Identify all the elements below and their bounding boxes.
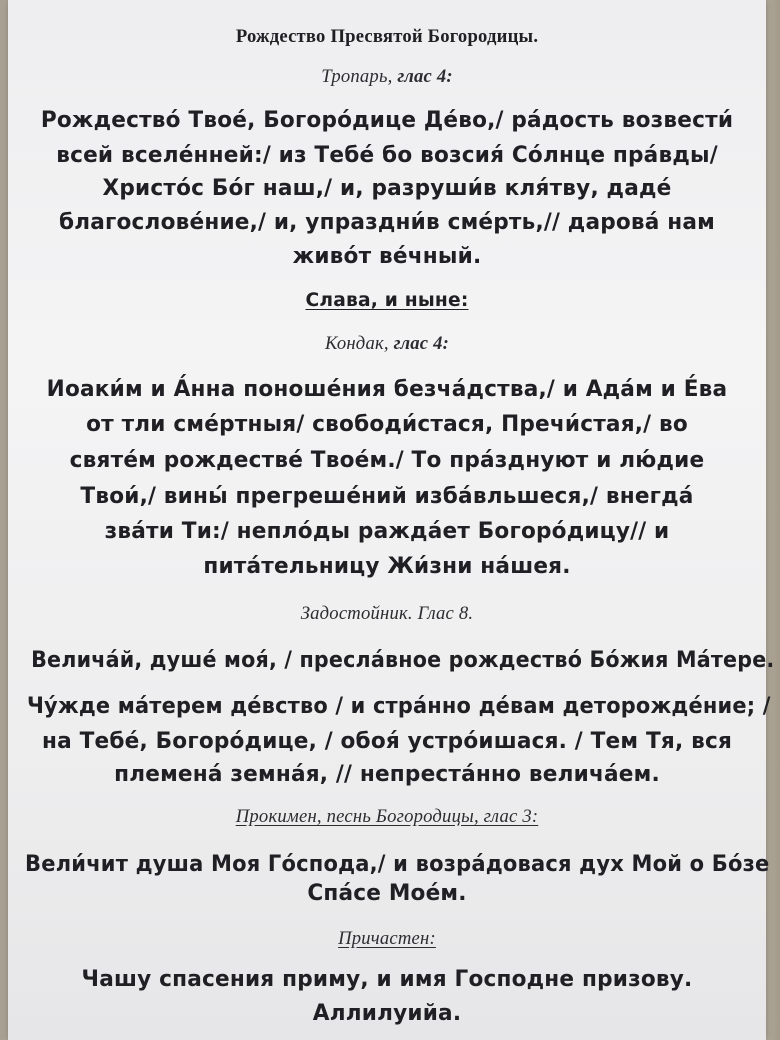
communion-line: Чашу спасения приму, и имя Господне призову. [81,967,693,992]
zadostoinik-line: племена́ земна́я, // непреста́нно велича́ем. [114,762,660,787]
kontakion-line: Твои́,/ вины́ прегреше́ний изба́вльшеся,/ внегда́ [80,484,694,509]
troparion-line: Христо́с Бо́г наш,/ и, разруши́в кля́тву, даде́ [102,176,672,201]
document-title: Рождество Пресвятой Богородицы. [235,26,539,47]
kontakion-line: пита́тельницу Жи́зни на́шея. [203,554,571,579]
troparion-heading: Тропарь, глас 4: [321,66,453,87]
zadostoinik-refrain: Велича́й, душе́ моя́, / пресла́вное рождество́ Бо́жия Ма́тере. [31,648,775,673]
troparion-line: благослове́ние,/ и, упраздни́в сме́рть,// дарова́ нам [58,210,716,235]
kontakion-line: святе́м рождестве́ Твое́м./ То пра́зднуют и лю́дие [69,448,705,473]
kontakion-line: зва́ти Ти:/ непло́ды ражда́ет Богоро́дицу// и [104,519,670,544]
kontakion-line: от тли сме́ртныя/ свободи́стася, Пречи́стая,/ во [86,412,688,437]
troparion-line: живо́т ве́чный. [292,244,482,269]
prokeimenon-line: Спа́се Мое́м. [307,881,467,906]
zadostoinik-line: на Тебе́, Богоро́дице, / обоя́ устро́ишася. / Тем Тя, вся [41,729,733,754]
paper-sheet [8,0,775,1040]
kontakion-line: Иоаки́м и А́нна поноше́ния безча́дства,/ и Ада́м и Е́ва [46,377,728,402]
prokeimenon-line: Вели́чит душа Моя Го́спода,/ и возра́довася дух Мой о Бо́зе [25,852,770,877]
communion-line: Аллилуийа. [312,1001,462,1026]
troparion-line: Рождество́ Твое́, Богоро́дице Де́во,/ ра́дость возвести́ [40,108,734,133]
kontakion-heading: Кондак, глас 4: [324,333,450,354]
zadostoinik-heading: Задостойник. Глас 8. [300,603,474,624]
communion-heading: Причастен: [338,928,436,949]
glory-heading: Слава, и ныне: [305,289,469,311]
prokeimenon-heading: Прокимен, песнь Богородицы, глас 3: [235,806,539,827]
zadostoinik-line: Чу́жде ма́терем де́вство / и стра́нно де́вам деторожде́ние; / [26,694,771,719]
troparion-line: всей вселе́нней:/ из Тебе́ бо возсия́ Со́лнце пра́вды/ [56,143,718,168]
